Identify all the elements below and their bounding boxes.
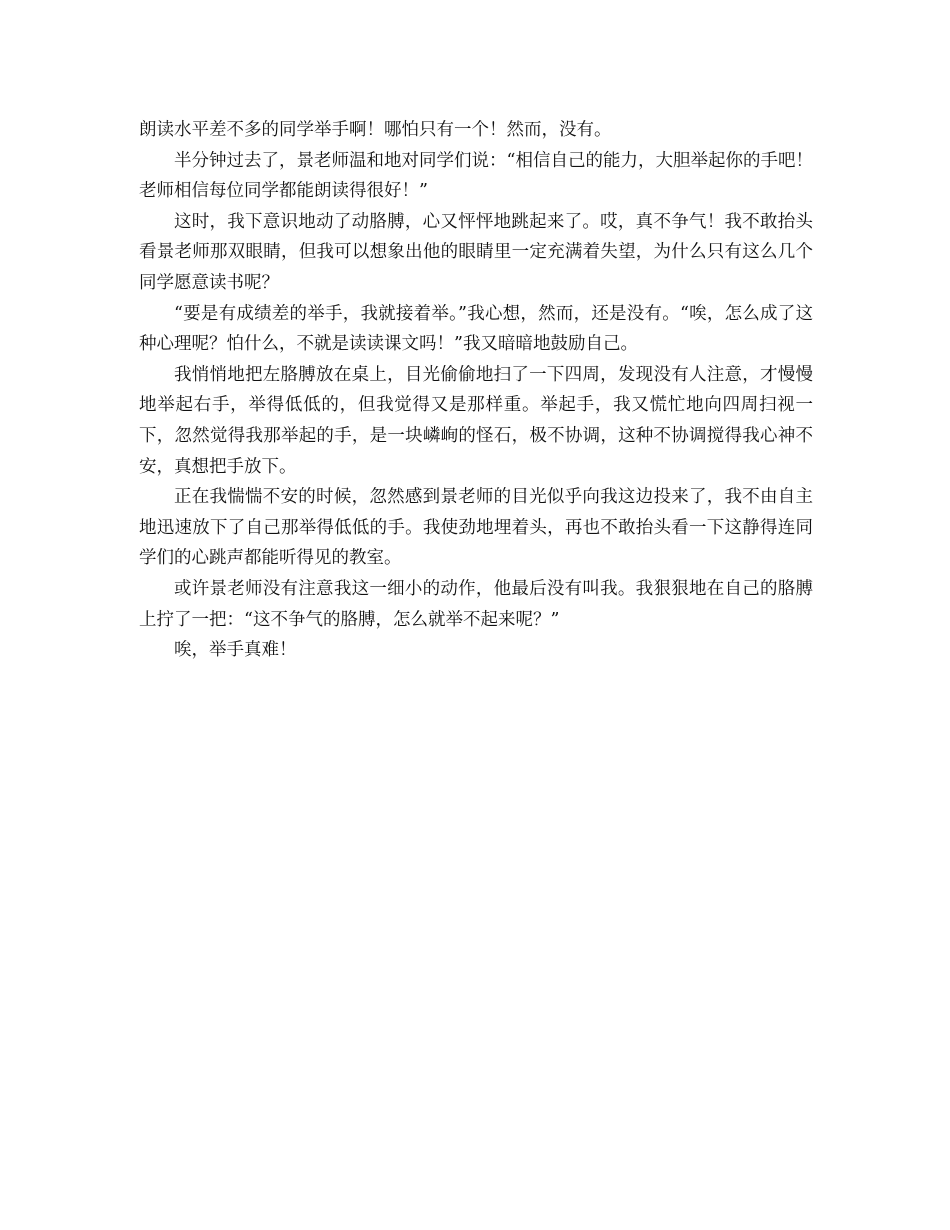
paragraph: 正在我惴惴不安的时候，忽然感到景老师的目光似乎向我这边投来了，我不由自主地迅速放下了自己那举得低低的手。我使劲地埋着头，再也不敢抬头看一下这静得连同学们的心跳声都能听得见的教室。 xyxy=(139,487,813,569)
paragraph-continuation: 朗读水平差不多的同学举手啊！哪怕只有一个！然而，没有。 xyxy=(139,120,612,140)
closing-paragraph: 唉，举手真难！ xyxy=(174,640,297,661)
document-body xyxy=(139,115,813,666)
paragraph: 或许景老师没有注意我这一细小的动作，他最后没有叫我。我狠狠地在自己的胳膊上拧了一把：“这不争气的胳膊，怎么就举不起来呢？” xyxy=(139,578,813,630)
paragraph: 我悄悄地把左胳膊放在桌上，目光偷偷地扫了一下四周，发现没有人注意，才慢慢地举起右手，举得低低的，但我觉得又是那样重。举起手，我又慌忙地向四周扫视一下，忽然觉得我那举起的手，是一块嶙峋的怪石，极不协调，这种不协调搅得我心神不安，真想把手放下。 xyxy=(139,364,813,477)
paragraph: 半分钟过去了，景老师温和地对同学们说：“相信自己的能力，大胆举起你的手吧！老师相信每位同学都能朗读得很好！” xyxy=(139,150,813,202)
paragraph: 这时，我下意识地动了动胳膊，心又怦怦地跳起来了。哎，真不争气！我不敢抬头看景老师那双眼睛，但我可以想象出他的眼睛里一定充满着失望，为什么只有这么几个同学愿意读书呢？ xyxy=(139,211,813,293)
paragraph: “要是有成绩差的举手，我就接着举。”我心想，然而，还是没有。“唉，怎么成了这种心理呢？怕什么，不就是读读课文吗！”我又暗暗地鼓励自己。 xyxy=(139,303,813,355)
